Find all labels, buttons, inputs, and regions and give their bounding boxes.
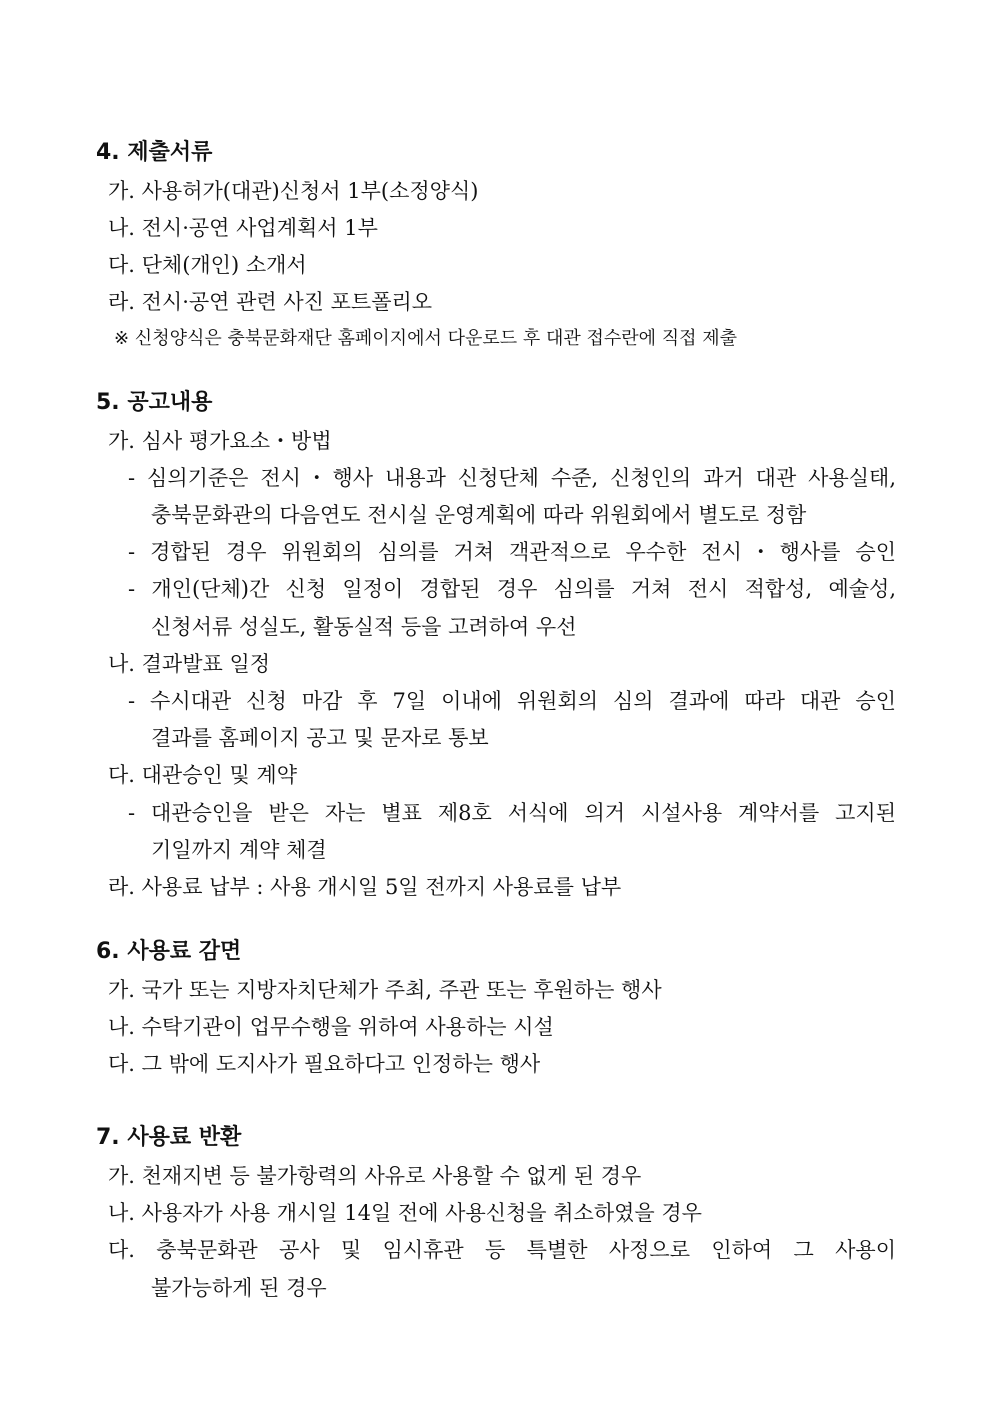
s5-a-bullet-3-line-1: - 개인(단체)간 신청 일정이 경합된 경우 심의를 거쳐 전시 적합성, 예술성, — [128, 577, 896, 601]
s6-item-2: 나. 수탁기관이 업무수행을 위하여 사용하는 시설 — [108, 1015, 554, 1039]
section-7-title: 7. 사용료 반환 — [96, 1125, 242, 1150]
s5-a-label: 가. 심사 평가요소・방법 — [108, 429, 332, 453]
s5-a-bullet-2: - 경합된 경우 위원회의 심의를 거쳐 객관적으로 우수한 전시・행사를 승인 — [128, 540, 896, 564]
s5-b-label: 나. 결과발표 일정 — [108, 652, 271, 676]
s6-item-1: 가. 국가 또는 지방자치단체가 주최, 주관 또는 후원하는 행사 — [108, 978, 662, 1002]
s6-item-3: 다. 그 밖에 도지사가 필요하다고 인정하는 행사 — [108, 1052, 541, 1076]
section-6-title: 6. 사용료 감면 — [96, 939, 242, 964]
section-4-title: 4. 제출서류 — [96, 140, 213, 165]
s5-d-label: 라. 사용료 납부 : 사용 개시일 5일 전까지 사용료를 납부 — [108, 875, 622, 899]
s7-item-3-line-1: 다. 충북문화관 공사 및 임시휴관 등 특별한 사정으로 인하여 그 사용이 — [108, 1238, 896, 1262]
s4-item-2: 나. 전시·공연 사업계획서 1부 — [108, 216, 378, 240]
s5-a-bullet-3-line-2: 신청서류 성실도, 활동실적 등을 고려하여 우선 — [151, 615, 577, 639]
s7-item-2: 나. 사용자가 사용 개시일 14일 전에 사용신청을 취소하였을 경우 — [108, 1201, 702, 1225]
s7-item-3-line-2: 불가능하게 된 경우 — [151, 1276, 327, 1300]
s5-b-bullet-1-line-1: - 수시대관 신청 마감 후 7일 이내에 위원회의 심의 결과에 따라 대관 승인 — [128, 689, 896, 713]
s5-c-bullet-1-line-2: 기일까지 계약 체결 — [151, 838, 327, 862]
s4-item-3: 다. 단체(개인) 소개서 — [108, 253, 307, 277]
s5-b-bullet-1-line-2: 결과를 홈페이지 공고 및 문자로 통보 — [151, 726, 489, 750]
s4-item-1: 가. 사용허가(대관)신청서 1부(소정양식) — [108, 179, 479, 203]
s5-c-bullet-1-line-1: - 대관승인을 받은 자는 별표 제8호 서식에 의거 시설사용 계약서를 고지된 — [128, 801, 896, 825]
s5-a-bullet-1-line-1: - 심의기준은 전시・행사 내용과 신청단체 수준, 신청인의 과거 대관 사용실태, — [128, 466, 896, 490]
section-5-title: 5. 공고내용 — [96, 390, 213, 415]
s4-item-4: 라. 전시·공연 관련 사진 포트폴리오 — [108, 290, 433, 314]
s7-item-1: 가. 천재지변 등 불가항력의 사유로 사용할 수 없게 된 경우 — [108, 1164, 642, 1188]
s5-a-bullet-1-line-2: 충북문화관의 다음연도 전시실 운영계획에 따라 위원회에서 별도로 정함 — [151, 503, 807, 527]
s5-c-label: 다. 대관승인 및 계약 — [108, 763, 297, 787]
s4-note: ※ 신청양식은 충북문화재단 홈페이지에서 다운로드 후 대관 접수란에 직접 제출 — [114, 328, 737, 349]
